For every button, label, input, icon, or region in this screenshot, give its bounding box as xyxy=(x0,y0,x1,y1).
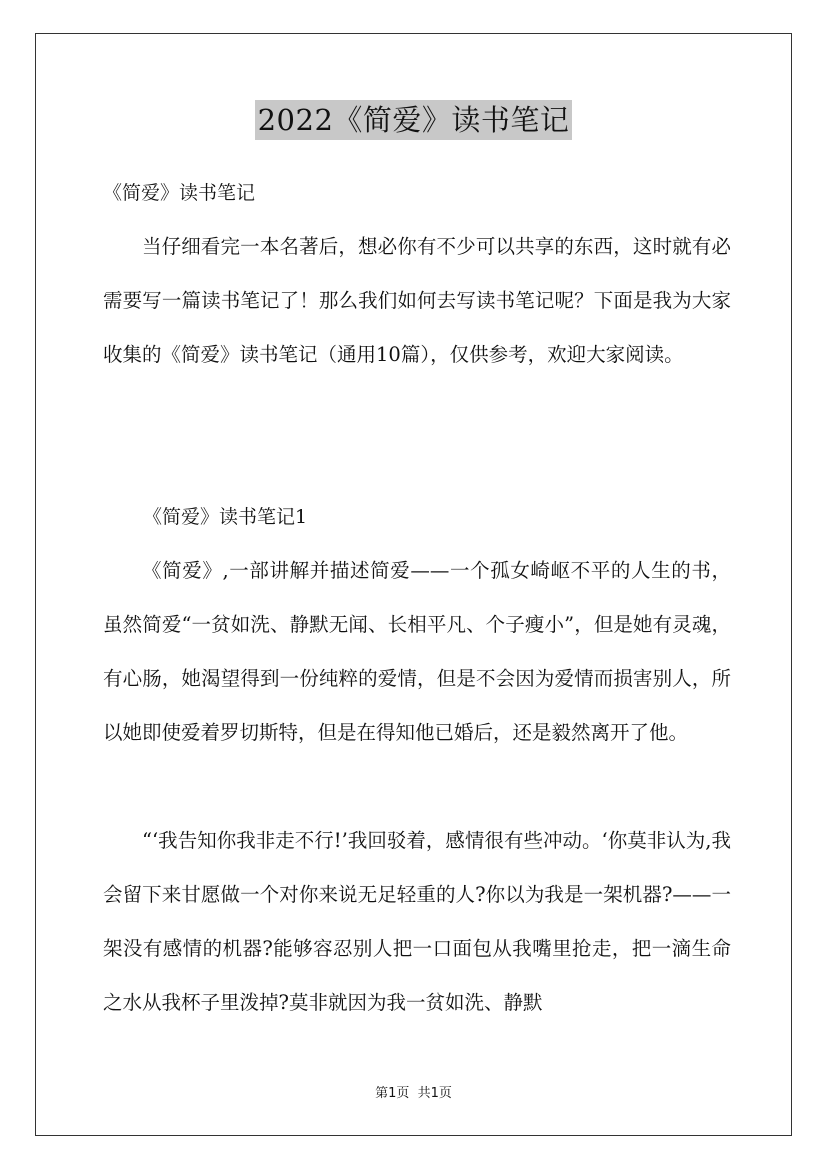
page-number: 第1页 xyxy=(375,1086,410,1101)
document-subtitle: 《简爱》读书笔记 xyxy=(103,182,256,204)
title-container xyxy=(0,100,827,140)
body-paragraph-2: “‘我告知你我非走不行!’我回驳着，感情很有些冲动。‘你莫非认为,我会留下来甘愿做一个对你来说无足轻重的人?你以为我是一架机器?——一架没有感情的机器?能够容忍别人把一口面包从我嘴里抢走，把一滴生命之水从我杯子里泼掉?莫非就因为我一贫如洗、静默 xyxy=(103,829,731,1014)
body-paragraph-1: 《简爱》,一部讲解并描述简爱——一个孤女崎岖不平的人生的书，虽然简爱“一贫如洗、静默无闻、长相平凡、个子瘦小”，但是她有灵魂，有心肠，她渴望得到一份纯粹的爱情，但是不会因为爱情而损害别人，所以她即使爱着罗切斯特，但是在得知他已婚后，还是毅然离开了他。 xyxy=(103,559,731,744)
page-footer xyxy=(0,1082,827,1101)
intro-paragraph: 当仔细看完一本名著后，想必你有不少可以共享的东西，这时就有必需要写一篇读书笔记了！那么我们如何去写读书笔记呢？下面是我为大家收集的《简爱》读书笔记（通用10篇），仅供参考，欢迎大家阅读。 xyxy=(103,235,731,366)
section-heading: 《简爱》读书笔记1 xyxy=(143,506,308,528)
total-pages: 共1页 xyxy=(417,1086,452,1101)
page-title: 2022《简爱》读书笔记 xyxy=(255,100,573,140)
